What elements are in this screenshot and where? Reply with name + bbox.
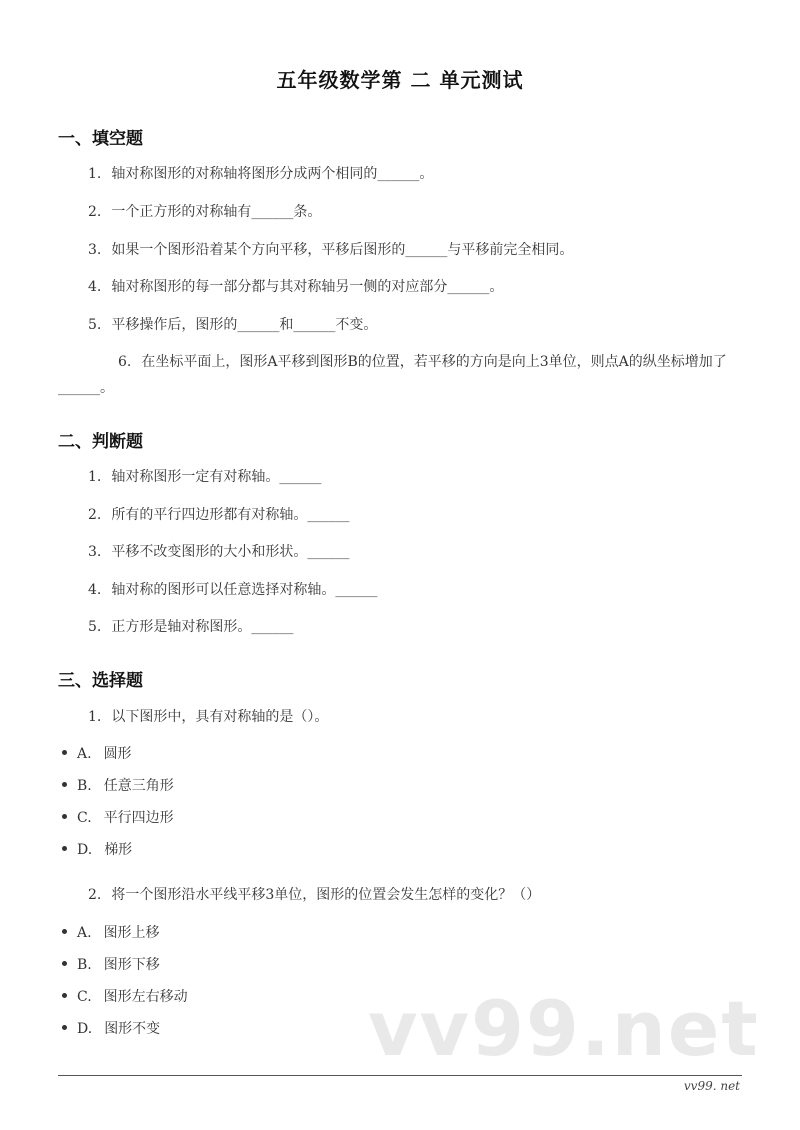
option-text: 图形不变 (104, 1021, 161, 1037)
bullet-icon (62, 846, 67, 851)
judge-question-5 (88, 614, 748, 640)
choice-option (62, 955, 160, 975)
option-text: 图形左右移动 (103, 989, 188, 1005)
footer-divider (58, 1075, 742, 1076)
question-text: 轴对称的图形可以任意选择对称轴。______ (111, 582, 378, 598)
bullet-icon (62, 929, 67, 934)
choice-option (62, 776, 174, 796)
question-number: 4. (88, 279, 102, 295)
bullet-icon (62, 750, 67, 755)
option-letter: D. (77, 842, 93, 858)
option-text: 梯形 (104, 842, 133, 858)
question-number: 5. (88, 317, 102, 333)
fill-question-2 (88, 199, 748, 225)
choice-option (62, 923, 160, 943)
option-text: 圆形 (103, 746, 132, 762)
question-number: 4. (88, 582, 102, 598)
question-number: 5. (88, 619, 102, 635)
question-text: 轴对称图形的每一部分都与其对称轴另一侧的对应部分______。 (111, 279, 504, 295)
question-number: 2. (88, 887, 102, 903)
question-number: 3. (88, 544, 102, 560)
question-number: 2. (88, 507, 102, 523)
judge-question-1 (88, 464, 748, 490)
question-text: 轴对称图形一定有对称轴。______ (111, 469, 322, 485)
choice-option (62, 987, 188, 1007)
option-letter: A. (77, 925, 92, 941)
question-number: 1. (88, 166, 102, 182)
question-number: 2. (88, 204, 102, 220)
question-number: 1. (88, 709, 102, 725)
option-letter: D. (77, 1021, 93, 1037)
question-text: 在坐标平面上，图形A平移到图形B的位置，若平移的方向是向上3单位，则点A的纵坐标增加了______。 (58, 354, 727, 396)
option-text: 任意三角形 (103, 778, 174, 794)
fill-question-4 (88, 274, 748, 300)
option-letter: C. (77, 810, 92, 826)
option-letter: C. (77, 989, 92, 1005)
question-text: 平移不改变图形的大小和形状。______ (111, 544, 350, 560)
footer-site-label: vv99. net (683, 1079, 740, 1093)
choice-option (62, 744, 132, 764)
choice-question-2 (88, 882, 748, 908)
question-text: 一个正方形的对称轴有______条。 (111, 204, 322, 220)
option-letter: A. (77, 746, 92, 762)
bullet-icon (62, 1025, 67, 1030)
question-text: 所有的平行四边形都有对称轴。______ (111, 507, 350, 523)
question-number: 3. (88, 242, 102, 258)
bullet-icon (62, 961, 67, 966)
option-text: 平行四边形 (103, 810, 174, 826)
question-text: 平移操作后，图形的______和______不变。 (111, 317, 378, 333)
judge-question-3 (88, 539, 748, 565)
watermark: vv99.net (368, 984, 760, 1073)
section-heading-true-false: 二、判断题 (58, 432, 143, 452)
option-letter: B. (77, 778, 92, 794)
choice-question-1 (88, 704, 748, 730)
bullet-icon (62, 993, 67, 998)
choice-option (62, 840, 132, 860)
section-heading-multiple-choice: 三、选择题 (58, 671, 143, 691)
bullet-icon (62, 814, 67, 819)
choice-option (62, 1019, 160, 1039)
judge-question-2 (88, 502, 748, 528)
question-number: 1. (88, 469, 102, 485)
judge-question-4 (88, 577, 748, 603)
fill-question-1 (88, 161, 748, 187)
section-heading-fill-in: 一、填空题 (58, 129, 143, 149)
question-text: 将一个图形沿水平线平移3单位，图形的位置会发生怎样的变化？（） (111, 887, 541, 903)
option-letter: B. (77, 957, 92, 973)
fill-question-6 (58, 349, 748, 401)
option-text: 图形上移 (103, 925, 160, 941)
question-text: 轴对称图形的对称轴将图形分成两个相同的______。 (111, 166, 434, 182)
question-text: 如果一个图形沿着某个方向平移，平移后图形的______与平移前完全相同。 (111, 242, 574, 258)
page-title: 五年级数学第 二 单元测试 (276, 68, 524, 92)
question-number: 6. (118, 354, 132, 370)
bullet-icon (62, 782, 67, 787)
choice-option (62, 808, 174, 828)
fill-question-5 (88, 312, 748, 338)
question-text: 正方形是轴对称图形。______ (111, 619, 294, 635)
question-text: 以下图形中，具有对称轴的是（）。 (111, 709, 329, 725)
option-text: 图形下移 (103, 957, 160, 973)
fill-question-3 (88, 237, 748, 263)
